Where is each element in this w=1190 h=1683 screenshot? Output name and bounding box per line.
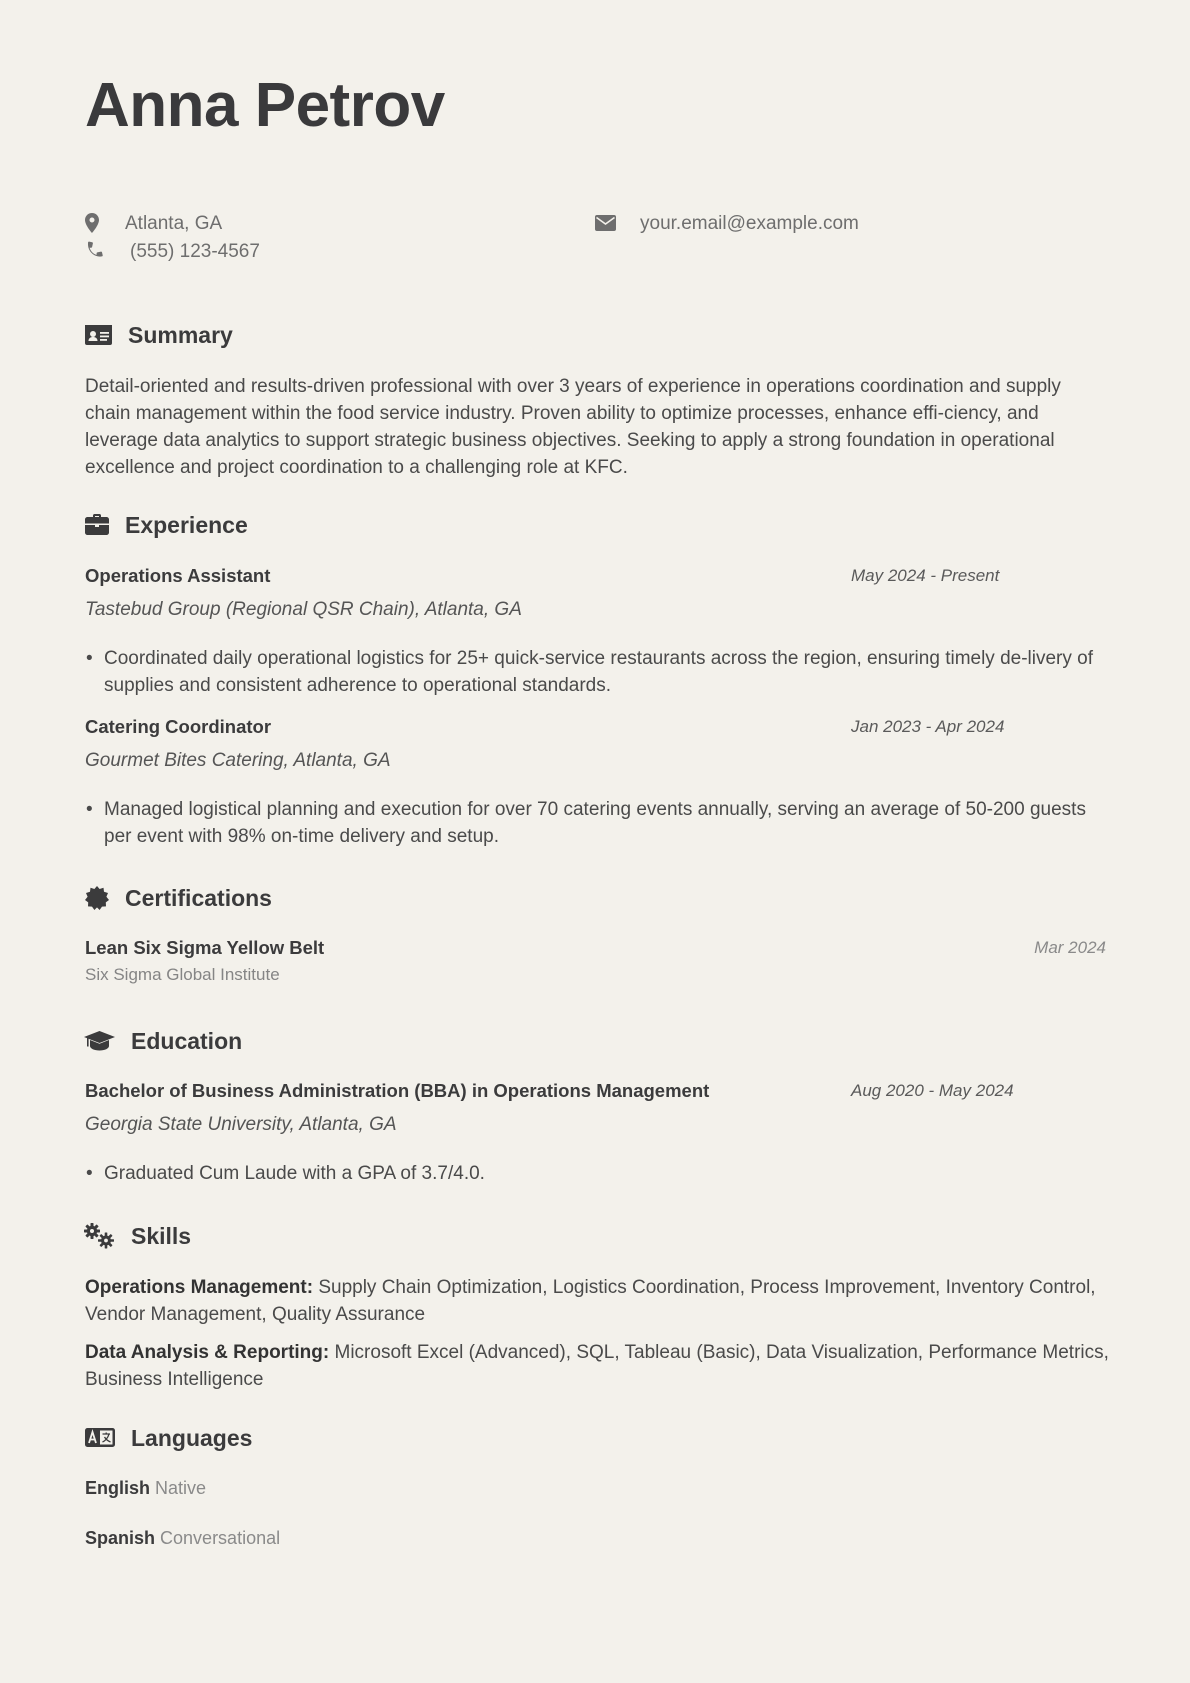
email-link[interactable]: your.email@example.com	[640, 213, 859, 234]
job-date: Jan 2023 - Apr 2024	[851, 717, 1005, 736]
bullet-marker: •	[86, 799, 93, 820]
certificate-badge-icon	[85, 886, 109, 910]
language-icon	[85, 1428, 115, 1447]
languages-heading: Languages	[131, 1425, 253, 1451]
certifications-heading: Certifications	[125, 885, 272, 911]
location-text: Atlanta, GA	[125, 213, 223, 234]
education-bullet-text: Graduated Cum Laude with a GPA of 3.7/4.0.	[104, 1163, 485, 1184]
language-level: Conversational	[160, 1528, 281, 1548]
skill-group	[85, 1274, 1110, 1328]
job-bullet-text: Managed logistical planning and execution for over 70 catering events annually, serving an average of 50-200 guests per event with 98% on-time delivery and setup.	[104, 799, 1086, 847]
job-title: Catering Coordinator	[85, 716, 272, 737]
list-item	[85, 645, 1110, 699]
job-company: Gourmet Bites Catering, Atlanta, GA	[85, 750, 391, 771]
briefcase-icon	[85, 514, 109, 535]
skill-group-text: Supply Chain Optimization, Logistics Coordination, Process Improvement, Inventory Control, Vendor Management, Quality Assurance	[85, 1277, 1096, 1325]
language-item	[85, 1478, 206, 1499]
list-item	[85, 796, 1110, 850]
skill-group-text: Microsoft Excel (Advanced), SQL, Tableau (Basic), Data Visualization, Performance Metrics, Business Intelligence	[85, 1342, 1109, 1390]
education-heading: Education	[131, 1028, 243, 1054]
job-company: Tastebud Group (Regional QSR Chain), Atlanta, GA	[85, 599, 522, 620]
envelope-icon	[595, 215, 616, 231]
skills-heading: Skills	[131, 1223, 192, 1249]
phone-icon	[85, 241, 105, 261]
language-item	[85, 1528, 280, 1549]
summary-heading: Summary	[128, 322, 233, 348]
graduation-cap-icon	[84, 1031, 115, 1052]
language-name: English	[85, 1478, 151, 1498]
certification-issuer: Six Sigma Global Institute	[85, 965, 280, 984]
bullet-marker: •	[86, 1163, 93, 1184]
cogs-icon	[84, 1223, 115, 1249]
candidate-name: Anna Petrov	[85, 71, 445, 140]
language-level: Native	[155, 1478, 207, 1498]
bullet-marker: •	[86, 648, 93, 669]
phone-text: (555) 123-4567	[130, 241, 260, 262]
education-date: Aug 2020 - May 2024	[851, 1081, 1014, 1100]
experience-heading: Experience	[125, 512, 248, 538]
degree-title: Bachelor of Business Administration (BBA) in Operations Management	[85, 1080, 710, 1101]
certification-name: Lean Six Sigma Yellow Belt	[85, 937, 325, 958]
certification-date: Mar 2024	[1034, 938, 1106, 957]
school-name: Georgia State University, Atlanta, GA	[85, 1114, 397, 1135]
map-marker-icon	[85, 213, 99, 233]
language-name: Spanish	[85, 1528, 156, 1548]
summary-text: Detail-oriented and results-driven professional with over 3 years of experience in operations coordination and supply chain management within the food service industry. Proven ability to optimize processes, enhance effi-ciency, and leverage data analytics to support strategic business objectives. Seeking to apply a strong foundation in operational excellence and project coordination to a challenging role at KFC.	[85, 376, 1061, 478]
job-title: Operations Assistant	[85, 565, 271, 586]
skill-group-label: Operations Management:	[85, 1277, 314, 1298]
list-item	[85, 1160, 1110, 1187]
skill-group	[85, 1339, 1110, 1393]
job-date: May 2024 - Present	[851, 566, 1000, 585]
id-card-icon	[85, 325, 112, 345]
job-bullet-text: Coordinated daily operational logistics for 25+ quick-service restaurants across the region, ensuring timely de-livery of supplies and consistent adherence to operational standards.	[104, 648, 1094, 696]
skill-group-label: Data Analysis & Reporting:	[85, 1342, 330, 1363]
